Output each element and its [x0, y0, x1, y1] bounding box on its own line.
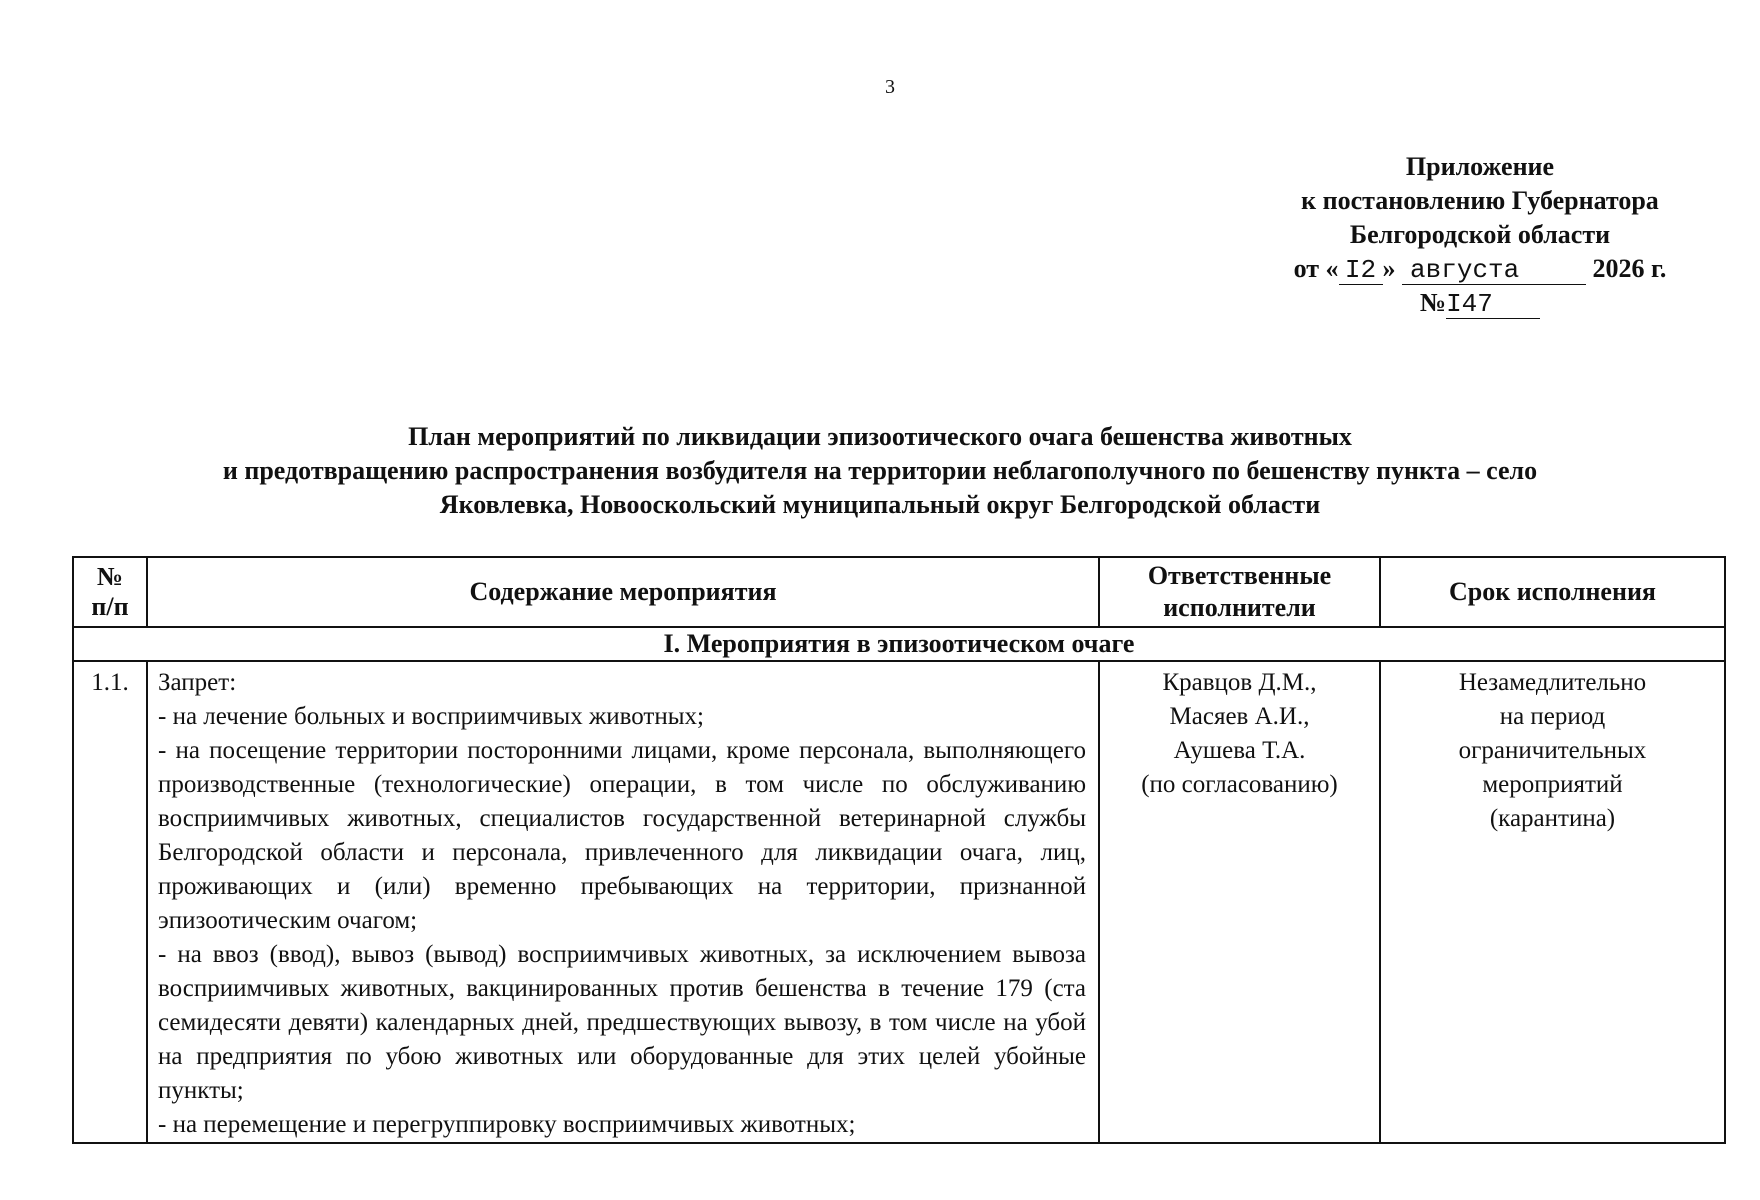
page-number: 3	[885, 76, 895, 98]
header-content: Содержание мероприятия	[147, 557, 1099, 627]
number-value: I47	[1446, 290, 1540, 319]
responsible-note: (по согласованию)	[1141, 771, 1338, 798]
header-number	[73, 557, 147, 627]
table-header-row	[73, 557, 1725, 627]
date-mid: »	[1382, 254, 1396, 283]
appendix-number	[1240, 286, 1720, 320]
term-line: мероприятий	[1482, 771, 1623, 798]
content-item: - на ввоз (ввод), вывоз (вывод) восприимчивых животных, за исключением вывоза восприимчивых животных, вакцинированных против бешенства в течение 179 (ста семидесяти девяти) календарных дней, предшествующих вывозу, в том числе на убой на предприятия по убою животных или оборудованные для этих целей убойные пункты;	[158, 941, 1086, 1104]
header-number-line-1: №	[96, 562, 124, 591]
responsible-person: Кравцов Д.М.,	[1162, 669, 1317, 696]
number-prefix: №	[1419, 288, 1447, 317]
section-title: I. Мероприятия в эпизоотическом очаге	[73, 627, 1725, 661]
header-responsible	[1099, 557, 1380, 627]
header-term: Срок исполнения	[1380, 557, 1725, 627]
responsible-person: Масяев А.И.,	[1169, 703, 1310, 730]
plan-table	[72, 556, 1726, 1144]
appendix-decree: к постановлению Губернатора	[1301, 186, 1659, 215]
row-term	[1380, 661, 1725, 1143]
row-content	[147, 661, 1099, 1143]
term-line: на период	[1499, 703, 1606, 730]
row-responsible	[1099, 661, 1380, 1143]
header-responsible-line-1: Ответственные	[1147, 561, 1332, 590]
plan-title-line-1: План мероприятий по ликвидации эпизоотического очага бешенства животных	[408, 422, 1352, 451]
date-month: августа	[1402, 256, 1586, 285]
term-line: ограничительных	[1458, 737, 1647, 764]
header-number-line-2: п/п	[91, 592, 129, 621]
appendix-date	[1240, 252, 1720, 286]
table-row	[73, 661, 1725, 1143]
appendix-header	[1240, 150, 1720, 320]
content-item: - на перемещение и перегруппировку восприимчивых животных;	[158, 1111, 856, 1138]
term-line: (карантина)	[1489, 805, 1616, 832]
date-prefix: от «	[1293, 254, 1339, 283]
plan-title	[80, 420, 1680, 522]
content-item: - на лечение больных и восприимчивых животных;	[158, 703, 704, 730]
date-day: I2	[1339, 256, 1383, 285]
term-line: Незамедлительно	[1458, 669, 1647, 696]
responsible-person: Аушева Т.А.	[1173, 737, 1306, 764]
row-number: 1.1.	[73, 661, 147, 1143]
date-year: 2026 г.	[1592, 254, 1667, 283]
appendix-title: Приложение	[1405, 152, 1555, 181]
content-item: - на посещение территории посторонними лицами, кроме персонала, выполняющего производственные (технологические) операции, в том числе по обслуживанию восприимчивых животных, специалистов государственной ветеринарной службы Белгородской области и персонала, привлеченного для ликвидации очага, лиц, проживающих и (или) временно пребывающих на территории, признанной эпизоотическим очагом;	[158, 737, 1086, 934]
plan-title-line-3: Яковлевка, Новооскольский муниципальный округ Белгородской области	[439, 490, 1321, 519]
header-responsible-line-2: исполнители	[1163, 593, 1316, 622]
plan-title-line-2: и предотвращению распространения возбудителя на территории неблагополучного по бешенству пункта – село	[222, 456, 1538, 485]
content-item: Запрет:	[158, 669, 237, 696]
section-row	[73, 627, 1725, 661]
appendix-region: Белгородской области	[1349, 220, 1611, 249]
